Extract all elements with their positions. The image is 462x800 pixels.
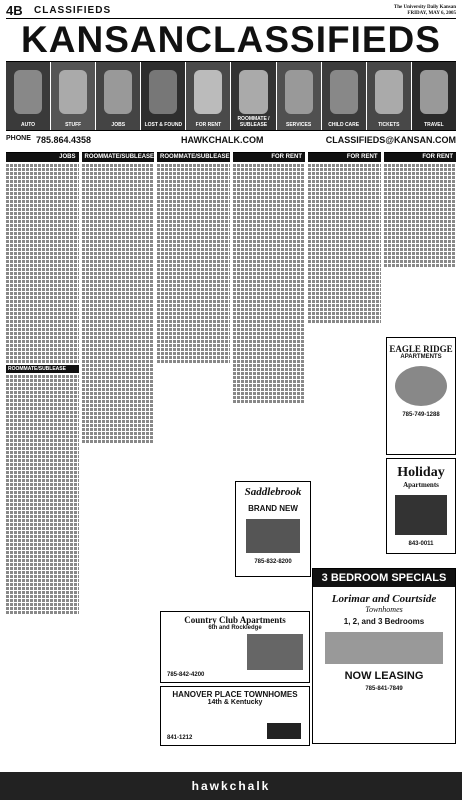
category-travel[interactable]: TRAVEL [412,62,456,130]
holiday-title: Holiday [397,465,445,480]
country-club-sub: 6th and Rockledge [208,625,262,631]
saddlebrook-phone: 785-832-8200 [254,559,292,565]
roommate-listings-1 [82,164,155,770]
lorimar-phone: 785-841-7849 [365,686,403,692]
column-head-for-rent-1: FOR RENT [233,153,306,162]
eagle-ridge-phone: 785-749-1288 [402,412,440,418]
eagle-ridge-ad[interactable] [386,337,456,455]
paper-title: The University Daily Kansan [393,5,456,10]
saddlebrook-ad[interactable] [235,481,311,577]
category-roommate[interactable]: ROOMMATE / SUBLEASE [231,62,276,130]
country-club-phone: 785-842-4200 [167,672,205,678]
holiday-image [395,495,447,535]
country-club-ad[interactable] [160,611,310,683]
saddlebrook-sub: BRAND NEW [248,504,298,513]
holiday-ad[interactable] [386,458,456,554]
website-link[interactable]: HAWKCHALK.COM [181,135,264,145]
column-head-for-rent-3: FOR RENT [384,153,457,162]
eagle-ridge-sub: APARTMENTS [400,354,442,360]
hanover-title: HANOVER PLACE TOWNHOMES [172,690,298,699]
column-subhead-roommate: ROOMMATE/SUBLEASE [6,365,79,373]
column-jobs [6,152,79,770]
column-head-roommate-2: ROOMMATE/SUBLEASE [157,153,230,162]
phone-label: PHONE [6,135,31,142]
hanover-phone: 841-1212 [167,735,193,741]
column-head-for-rent-2: FOR RENT [308,153,381,162]
saddlebrook-image [246,519,300,553]
category-auto[interactable]: AUTO [6,62,51,130]
category-child-care[interactable]: CHILD CARE [322,62,367,130]
phone-number[interactable]: 785.864.4358 [36,135,92,145]
email-link[interactable]: CLASSIFIEDS@KANSAN.COM [325,135,456,145]
eagle-ridge-title: EAGLE RIDGE [389,344,453,354]
hanover-logo [267,723,301,739]
hanover-ad[interactable] [160,686,310,746]
category-tickets[interactable]: TICKETS [367,62,412,130]
eagle-ridge-image [395,366,447,406]
column-head-jobs: JOBS [6,153,79,162]
category-services[interactable]: SERVICES [277,62,322,130]
footer-banner: hawkchalk [0,772,462,800]
lorimar-title: Lorimar and Courtside [331,593,437,605]
lorimar-sub: Townhomes [365,605,403,614]
hanover-sub: 14th & Kentucky [207,699,263,706]
category-lost-found[interactable]: LOST & FOUND [141,62,186,130]
column-roommate-1 [82,152,155,770]
category-photo-strip [6,61,456,131]
page-number: 4B [6,3,23,18]
lorimar-now-leasing: NOW LEASING [344,670,424,682]
page-header [6,3,456,19]
section-label: CLASSIFIEDS [34,5,112,16]
three-bedroom-ad[interactable] [312,568,456,744]
masthead: KANSANCLASSIFIEDS [21,19,441,60]
saddlebrook-title: Saddlebrook [244,486,302,498]
contact-bar [6,133,456,147]
column-head-roommate-1: ROOMMATE/SUBLEASE [82,153,155,162]
holiday-sub: Apartments [403,481,439,489]
date-line: FRIDAY, MAY 6, 2005 [407,11,456,16]
category-stuff[interactable]: STUFF [51,62,96,130]
paper-name [394,5,456,17]
holiday-phone: 843-0011 [408,541,434,547]
country-club-title: Country Club Apartments [184,615,286,625]
category-for-rent[interactable]: FOR RENT [186,62,231,130]
country-club-image [247,634,303,670]
lorimar-image [325,632,443,664]
category-jobs[interactable]: JOBS [96,62,141,130]
lorimar-rooms: 1, 2, and 3 Bedrooms [343,617,425,626]
three-bedroom-title: 3 BEDROOM SPECIALS [313,569,455,587]
jobs-listings [6,164,79,770]
